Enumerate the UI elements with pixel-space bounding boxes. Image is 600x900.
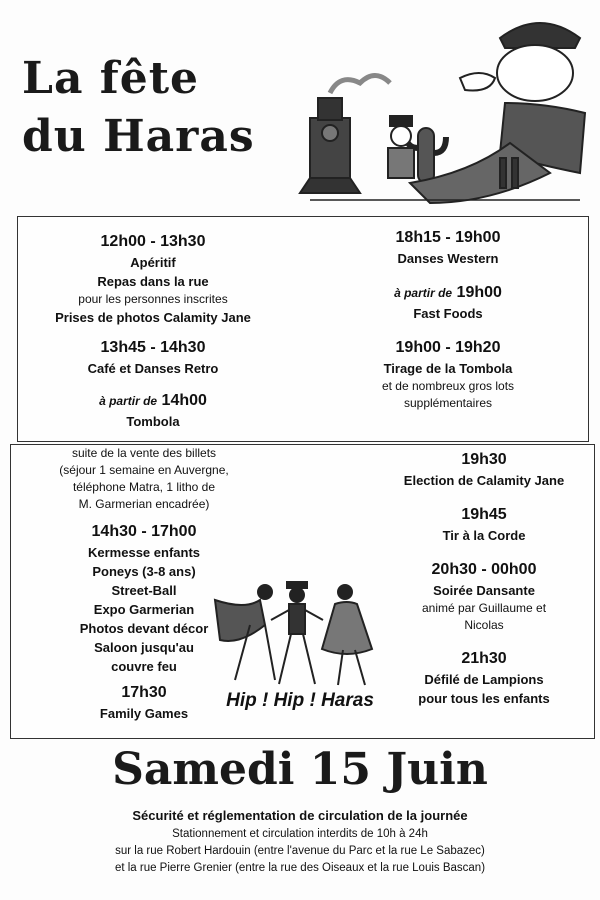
dancing-figures-illustration (205, 580, 385, 690)
dancer-middle-icon (271, 582, 323, 684)
event-time: 17h30 (121, 684, 167, 701)
event-time: 19h30 (461, 451, 507, 468)
reclining-cowboy-icon (310, 23, 585, 203)
event-time: 18h15 - 19h00 (395, 229, 501, 246)
event-line: Soirée Dansante (433, 583, 535, 598)
event-line: Expo Garmerian (93, 602, 195, 617)
notice-line: Stationnement et circulation interdits de 10h à 24h (172, 828, 428, 840)
event-date: Samedi 15 Juin (112, 744, 488, 795)
event-line: Photos devant décor (79, 621, 209, 636)
event-time: 13h45 - 14h30 (100, 339, 206, 356)
event-block (18, 390, 288, 431)
title-line-2: du Haras (22, 111, 255, 162)
event-block (318, 282, 578, 323)
event-time: 19h00 - 19h20 (395, 339, 501, 356)
lower-right-column (379, 449, 589, 708)
event-line: Fast Foods (413, 306, 483, 321)
event-line: Election de Calamity Jane (403, 473, 565, 488)
title-line-1: La fête (22, 53, 200, 104)
event-time: 19h00 (456, 284, 502, 301)
western-cowboy-illustration (290, 8, 590, 208)
event-line: Saloon jusqu'au (94, 640, 194, 655)
event-line: Kermesse enfants (88, 545, 200, 560)
event-time: 12h00 - 13h30 (100, 233, 206, 250)
event-line: Café et Danses Retro (87, 361, 219, 376)
notice-heading: Sécurité et réglementation de circulation de la journée (132, 808, 468, 823)
event-block (318, 337, 578, 412)
event-note: téléphone Matra, 1 litho de (72, 480, 216, 494)
event-line: Danses Western (397, 251, 499, 266)
event-line: Tombola (126, 414, 180, 429)
small-outlaw-icon (388, 116, 414, 178)
event-block (318, 227, 578, 268)
event-line: Prises de photos Calamity Jane (55, 310, 251, 325)
event-line: pour tous les enfants (418, 691, 550, 706)
event-line: Tirage de la Tombola (383, 361, 513, 376)
event-line: Repas dans la rue (97, 274, 209, 289)
event-block (18, 231, 288, 327)
tombola-details (19, 445, 269, 513)
event-block (379, 449, 589, 490)
event-block (379, 504, 589, 545)
event-line: Défilé de Lampions (424, 672, 544, 687)
event-time: 14h00 (161, 392, 207, 409)
event-line: Poneys (3-8 ans) (92, 564, 196, 579)
traffic-notice (0, 806, 600, 877)
slogan: Hip ! Hip ! Haras (226, 690, 374, 711)
event-note: M. Garmerian encadrée) (78, 497, 210, 511)
event-prefix: à partir de (394, 286, 453, 300)
event-time: 20h30 - 00h00 (431, 561, 537, 578)
dancer-left-icon (215, 585, 275, 680)
event-note: animé par Guillaume et (421, 601, 547, 615)
dancer-right-icon (322, 585, 372, 685)
event-note: (séjour 1 semaine en Auvergne, (59, 463, 229, 477)
event-line: Family Games (99, 706, 189, 721)
event-note: pour les personnes inscrites (78, 292, 228, 306)
event-time: 21h30 (461, 650, 507, 667)
event-block (379, 648, 589, 708)
event-block (379, 559, 589, 634)
event-note: suite de la vente des billets (71, 446, 217, 460)
event-note: et de nombreux gros lots (381, 379, 515, 393)
notice-line: sur la rue Robert Hardouin (entre l'avenue du Parc et la rue Le Sabazec) (115, 845, 485, 857)
event-line: Tir à la Corde (442, 528, 526, 543)
event-note: supplémentaires (403, 396, 493, 410)
event-line: Apéritif (130, 255, 176, 270)
upper-left-column (18, 231, 288, 431)
event-time: 14h30 - 17h00 (91, 523, 197, 540)
event-time: 19h45 (461, 506, 507, 523)
event-prefix: à partir de (99, 394, 158, 408)
event-line: couvre feu (111, 659, 177, 674)
programme-upper-box (17, 216, 589, 442)
event-note: Nicolas (464, 618, 504, 632)
poster-title (22, 50, 255, 166)
upper-right-column (318, 227, 578, 412)
event-block (18, 337, 288, 378)
locomotive-icon (300, 98, 360, 193)
notice-line: et la rue Pierre Grenier (entre la rue des Oiseaux et la rue Louis Bascan) (114, 862, 486, 874)
event-line: Street-Ball (111, 583, 177, 598)
